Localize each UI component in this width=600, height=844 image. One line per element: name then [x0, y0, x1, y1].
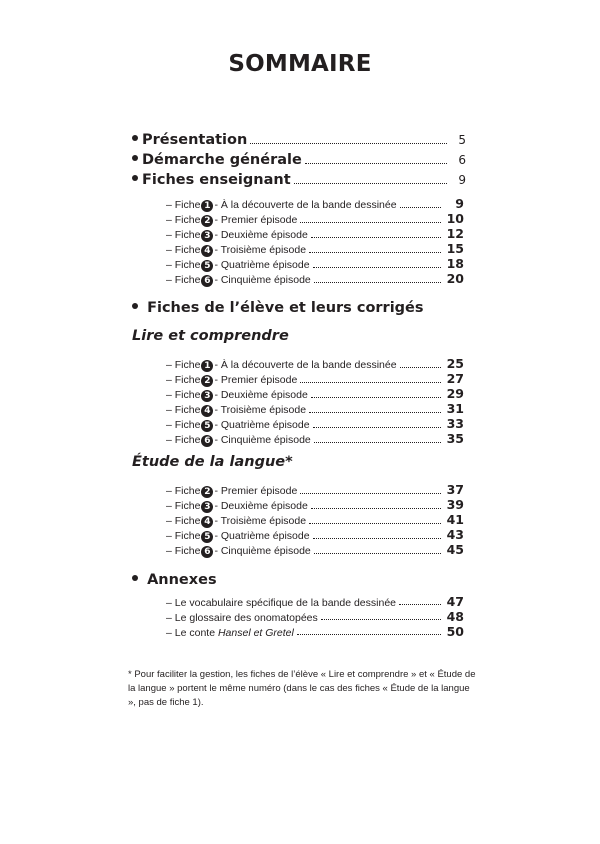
number-badge: 6: [201, 435, 213, 447]
toc-sub-entry[interactable]: [166, 226, 464, 242]
number-badge: 4: [201, 405, 213, 417]
toc-entry-fiches-enseignant[interactable]: [132, 172, 466, 188]
toc-sub-entry[interactable]: [166, 512, 464, 528]
entry-page: 9: [458, 173, 466, 187]
entry-page: 12: [446, 226, 464, 241]
entry-prefix: – Fiche: [166, 500, 201, 512]
dot-leader: [321, 618, 441, 620]
dot-leader: [300, 381, 441, 383]
dot-leader: [313, 266, 441, 268]
toc-annex-entry[interactable]: [166, 609, 464, 624]
toc-sub-entry[interactable]: [166, 256, 464, 272]
entry-prefix: – Fiche: [166, 515, 201, 527]
toc-sub-entry[interactable]: [166, 241, 464, 257]
entry-page: 35: [446, 431, 464, 446]
entry-prefix: – Fiche: [166, 274, 201, 286]
toc-sub-entry[interactable]: [166, 527, 464, 543]
dot-leader: [400, 366, 441, 368]
entry-label: - Troisième épisode: [214, 404, 307, 416]
number-badge: 1: [201, 200, 213, 212]
number-badge: 6: [201, 546, 213, 558]
toc-sub-entry[interactable]: [166, 416, 464, 432]
dot-leader: [300, 492, 441, 494]
bullet-icon: [132, 303, 138, 309]
toc-sub-entry[interactable]: [166, 211, 464, 227]
number-badge: 3: [201, 390, 213, 402]
number-badge: 4: [201, 245, 213, 257]
footnote: * Pour faciliter la gestion, les fiches de l’élève « Lire et comprendre » et « Étude de la langue » portent le même numéro (dans le cas des fiches « Étude de la langue », pas de fiche 1).: [128, 669, 476, 708]
number-badge: 3: [201, 230, 213, 242]
entry-label: - Cinquième épisode: [214, 274, 311, 286]
entry-label: – Le glossaire des onomatopées: [166, 612, 318, 624]
number-badge: 5: [201, 531, 213, 543]
toc-sub-entry[interactable]: [166, 497, 464, 513]
bullet-icon: [132, 575, 138, 581]
entry-prefix: – Fiche: [166, 419, 201, 431]
dot-leader: [309, 251, 441, 253]
entry-page: 9: [455, 196, 464, 211]
toc-sub-entry[interactable]: [166, 356, 464, 372]
dot-leader: [314, 441, 441, 443]
entry-label: Fiches enseignant: [142, 172, 291, 188]
toc-sub-entry[interactable]: [166, 386, 464, 402]
entry-label: - Quatrième épisode: [214, 259, 310, 271]
entry-prefix: – Fiche: [166, 374, 201, 386]
number-badge: 2: [201, 375, 213, 387]
bullet-icon: [132, 155, 138, 161]
number-badge: 5: [201, 260, 213, 272]
dot-leader: [294, 182, 447, 184]
entry-page: 5: [458, 133, 466, 147]
entry-page: 39: [446, 497, 464, 512]
entry-prefix: – Fiche: [166, 434, 201, 446]
entry-prefix: – Fiche: [166, 259, 201, 271]
entry-page: 29: [446, 386, 464, 401]
entry-label: - Cinquième épisode: [214, 434, 311, 446]
entry-page: 48: [446, 609, 464, 624]
entry-prefix: – Fiche: [166, 214, 201, 226]
entry-prefix: – Fiche: [166, 229, 201, 241]
entry-label: - Deuxième épisode: [214, 389, 308, 401]
number-badge: 2: [201, 486, 213, 498]
entry-page: 50: [446, 624, 464, 639]
entry-prefix: – Fiche: [166, 389, 201, 401]
toc-sub-entry[interactable]: [166, 271, 464, 287]
entry-label: - Cinquième épisode: [214, 545, 311, 557]
dot-leader: [314, 552, 441, 554]
bullet-icon: [132, 175, 138, 181]
entry-label: - Premier épisode: [214, 485, 298, 497]
entry-page: 15: [446, 241, 464, 256]
number-badge: 4: [201, 516, 213, 528]
dot-leader: [399, 603, 441, 605]
section-heading-text: Fiches de l’élève et leurs corrigés: [147, 300, 424, 316]
entry-page: 27: [446, 371, 464, 386]
subsection-heading-etude: Étude de la langue*: [132, 454, 293, 470]
entry-prefix: – Fiche: [166, 359, 201, 371]
section-heading-text: Annexes: [147, 572, 217, 588]
entry-prefix: – Fiche: [166, 485, 201, 497]
entry-page: 33: [446, 416, 464, 431]
toc-sub-entry[interactable]: [166, 196, 464, 212]
entry-label: - Deuxième épisode: [214, 500, 308, 512]
toc-sub-entry[interactable]: [166, 431, 464, 447]
bullet-icon: [132, 135, 138, 141]
entry-label: - À la découverte de la bande dessinée: [214, 359, 397, 371]
entry-page: 18: [446, 256, 464, 271]
entry-label: - À la découverte de la bande dessinée: [214, 199, 397, 211]
entry-label: – Le conte: [166, 627, 218, 639]
number-badge: 5: [201, 420, 213, 432]
toc-sub-entry[interactable]: [166, 482, 464, 498]
toc-sub-entry[interactable]: [166, 401, 464, 417]
number-badge: 6: [201, 275, 213, 287]
toc-annex-entry[interactable]: [166, 594, 464, 609]
dot-leader: [305, 162, 447, 164]
entry-label: - Quatrième épisode: [214, 530, 310, 542]
entry-label: Démarche générale: [142, 152, 302, 168]
entry-prefix: – Fiche: [166, 530, 201, 542]
dot-leader: [311, 507, 441, 509]
entry-label-italic: Hansel et Gretel: [217, 627, 294, 639]
dot-leader: [313, 426, 441, 428]
entry-page: 47: [446, 594, 464, 609]
entry-page: 25: [446, 356, 464, 371]
entry-label: - Quatrième épisode: [214, 419, 310, 431]
entry-page: 20: [446, 271, 464, 286]
entry-label: – Le vocabulaire spécifique de la bande dessinée: [166, 597, 397, 609]
entry-label: - Premier épisode: [214, 214, 298, 226]
entry-page: 6: [458, 153, 466, 167]
entry-page: 31: [446, 401, 464, 416]
dot-leader: [309, 522, 441, 524]
entry-prefix: – Fiche: [166, 404, 201, 416]
dot-leader: [297, 633, 441, 635]
subsection-heading-lire: Lire et comprendre: [132, 328, 289, 344]
toc-entry-presentation[interactable]: [132, 132, 466, 148]
dot-leader: [311, 396, 441, 398]
dot-leader: [400, 206, 441, 208]
dot-leader: [311, 236, 441, 238]
number-badge: 3: [201, 501, 213, 513]
entry-label: - Deuxième épisode: [214, 229, 308, 241]
entry-label: - Troisième épisode: [214, 244, 307, 256]
toc-entry-demarche[interactable]: [132, 152, 466, 168]
section-heading-eleve: [132, 300, 424, 316]
entry-page: 10: [446, 211, 464, 226]
dot-leader: [309, 411, 441, 413]
page-title: SOMMAIRE: [228, 51, 372, 77]
entry-label: - Troisième épisode: [214, 515, 307, 527]
entry-page: 37: [446, 482, 464, 497]
entry-label: - Premier épisode: [214, 374, 298, 386]
entry-page: 45: [446, 542, 464, 557]
toc-annex-entry[interactable]: [166, 624, 464, 639]
dot-leader: [250, 142, 447, 144]
number-badge: 1: [201, 360, 213, 372]
dot-leader: [313, 537, 441, 539]
entry-label: Présentation: [142, 132, 248, 148]
entry-page: 41: [446, 512, 464, 527]
entry-prefix: – Fiche: [166, 545, 201, 557]
toc-sub-entry[interactable]: [166, 371, 464, 387]
number-badge: 2: [201, 215, 213, 227]
entry-prefix: – Fiche: [166, 199, 201, 211]
section-heading-annexes: [132, 572, 217, 588]
entry-page: 43: [446, 527, 464, 542]
toc-sub-entry[interactable]: [166, 542, 464, 558]
entry-prefix: – Fiche: [166, 244, 201, 256]
dot-leader: [314, 281, 441, 283]
dot-leader: [300, 221, 441, 223]
